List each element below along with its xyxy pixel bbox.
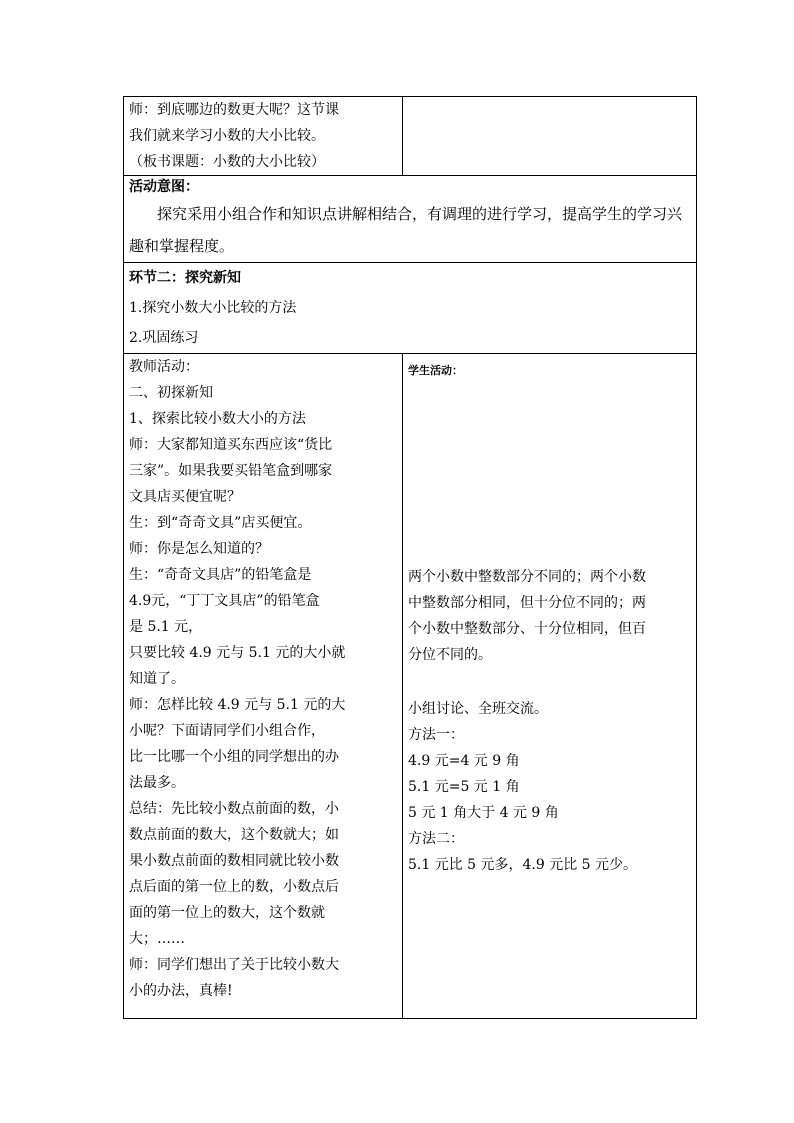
teacher-line: 点后面的第一位上的数，小数点后 (129, 879, 339, 895)
intent-heading: 活动意图： (129, 179, 199, 195)
student-line: 5.1 元=5 元 1 角 (408, 779, 520, 795)
student-line: 两个小数中整数部分不同的；两个小数 (408, 569, 646, 585)
section2-item: 1.探究小数大小比较的方法 (129, 300, 297, 316)
teacher-line: 生：到“奇奇文具”店买便宜。 (129, 515, 312, 531)
intro-line: （板书课题：小数的大小比较） (129, 154, 325, 170)
teacher-header: 教师活动： (129, 359, 199, 375)
student-line: 5 元 1 角大于 4 元 9 角 (408, 805, 559, 821)
lesson-plan-table (123, 96, 697, 1019)
teacher-line: 知道了。 (129, 671, 185, 687)
teacher-line: 数点前面的数大，这个数就大；如 (129, 827, 339, 843)
teacher-line: 文具店买便宜呢？ (129, 489, 241, 505)
section2-heading-text: 环节二：探究新知 (129, 270, 241, 286)
section2-cell (124, 263, 697, 354)
intro-line: 师：到底哪边的数更大呢？这节课 (129, 102, 339, 118)
intro-cell (124, 97, 403, 176)
teacher-line: 法最多。 (129, 775, 185, 791)
intent-row (124, 176, 697, 263)
teacher-line: 面的第一位上的数大，这个数就 (129, 905, 325, 921)
student-line: 方法二： (408, 831, 464, 847)
student-line: 小组讨论、全班交流。 (408, 701, 548, 717)
section2-item: 2.巩固练习 (129, 330, 199, 346)
student-line: 中整数部分相同，但十分位不同的；两 (408, 595, 646, 611)
section2-row (124, 263, 697, 354)
teacher-line: 小的办法，真棒! (129, 983, 233, 999)
intent-text: 探究采用小组合作和知识点讲解相结合，有调理的进行学习，提高学生的学习兴趣和掌握程度。 (129, 205, 683, 255)
teacher-line: 师：怎样比较 4.9 元与 5.1 元的大 (129, 697, 346, 713)
section2-heading (129, 263, 691, 293)
teacher-line: 1、探索比较小数大小的方法 (129, 411, 306, 427)
student-line: 分位不同的。 (408, 647, 492, 663)
intro-empty-cell (403, 97, 697, 176)
student-header: 学生活动： (408, 364, 463, 377)
student-line: 5.1 元比 5 元多，4.9 元比 5 元少。 (408, 857, 638, 873)
teacher-line: 比一比哪一个小组的同学想出的办 (129, 749, 339, 765)
intro-line: 我们就来学习小数的大小比较。 (129, 128, 325, 144)
student-line: 个小数中整数部分、十分位相同，但百 (408, 621, 646, 637)
teacher-line: 4.9元，“丁丁文具店”的铅笔盒 (129, 593, 320, 609)
teacher-line: 总结：先比较小数点前面的数，小 (129, 801, 339, 817)
teacher-line: 师：大家都知道买东西应该“货比 (129, 437, 333, 453)
teacher-line: 师：同学们想出了关于比较小数大 (129, 957, 339, 973)
student-spacer (408, 384, 691, 564)
student-line: 4.9 元=4 元 9 角 (408, 753, 520, 769)
teacher-line: 是 5.1 元， (129, 619, 203, 635)
teacher-line: 生：“奇奇文具店”的铅笔盒是 (129, 567, 312, 583)
teacher-line: 果小数点前面的数相同就比较小数 (129, 853, 339, 869)
teacher-line: 三家”。如果我要买铅笔盒到哪家 (129, 463, 333, 479)
teacher-line: 二、初探新知 (129, 385, 213, 401)
activity-row (124, 354, 697, 1019)
intent-cell (124, 176, 697, 263)
intro-row (124, 97, 697, 176)
student-gap (408, 668, 691, 696)
teacher-activity-cell (124, 354, 403, 1019)
teacher-line: 大；…… (129, 931, 185, 947)
student-activity-cell (403, 354, 697, 1019)
teacher-line: 小呢？下面请同学们小组合作， (129, 723, 325, 739)
teacher-line: 只要比较 4.9 元与 5.1 元的大小就 (129, 645, 346, 661)
teacher-line: 师：你是怎么知道的？ (129, 541, 269, 557)
student-line: 方法一： (408, 727, 464, 743)
